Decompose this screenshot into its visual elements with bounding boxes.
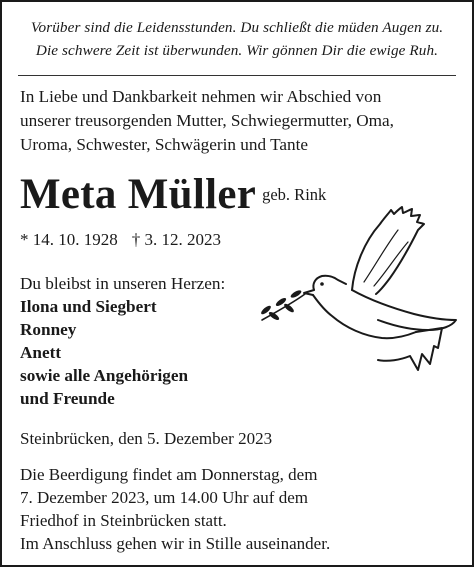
funeral-line: Im Anschluss gehen wir in Stille auseinander. [20,534,331,553]
intro-line: unserer treusorgenden Mutter, Schwiegermutter, Oma, [20,111,394,130]
dove-with-olive-branch-icon [252,198,462,378]
divider [18,75,456,76]
funeral-line: Friedhof in Steinbrücken statt. [20,511,227,530]
intro-line: Uroma, Schwester, Schwägerin und Tante [20,135,308,154]
mourners-lead: Du bleibst in unseren Herzen: [20,274,226,293]
funeral-line: Die Beerdigung findet am Donnerstag, dem [20,465,318,484]
birth-date: * 14. 10. 1928 [20,230,118,249]
mourner-name: Ilona und Siegbert [20,297,157,316]
mourner-name: Ronney [20,320,77,339]
mourners-block [20,272,270,410]
poem-line: Vorüber sind die Leidensstunden. Du schließt die müden Augen zu. [30,19,444,36]
memorial-poem [2,16,472,62]
death-date: † 3. 12. 2023 [131,230,221,249]
mourner-name: Anett [20,343,62,362]
place-and-date: Steinbrücken, den 5. Dezember 2023 [20,429,273,448]
life-dates [20,229,221,251]
funeral-info [20,463,460,555]
maiden-name: geb. Rink [262,185,327,204]
funeral-line: 7. Dezember 2023, um 14.00 Uhr auf dem [20,488,308,507]
deceased-name: Meta Müller [20,171,257,218]
mourner-name: sowie alle Angehörigen [20,366,189,385]
poem-line: Die schwere Zeit ist überwunden. Wir gönnen Dir die ewige Ruh. [35,42,439,59]
mourner-name: und Freunde [20,389,115,408]
intro-line: In Liebe und Dankbarkeit nehmen wir Abschied von [20,87,382,106]
intro-text [20,85,460,157]
